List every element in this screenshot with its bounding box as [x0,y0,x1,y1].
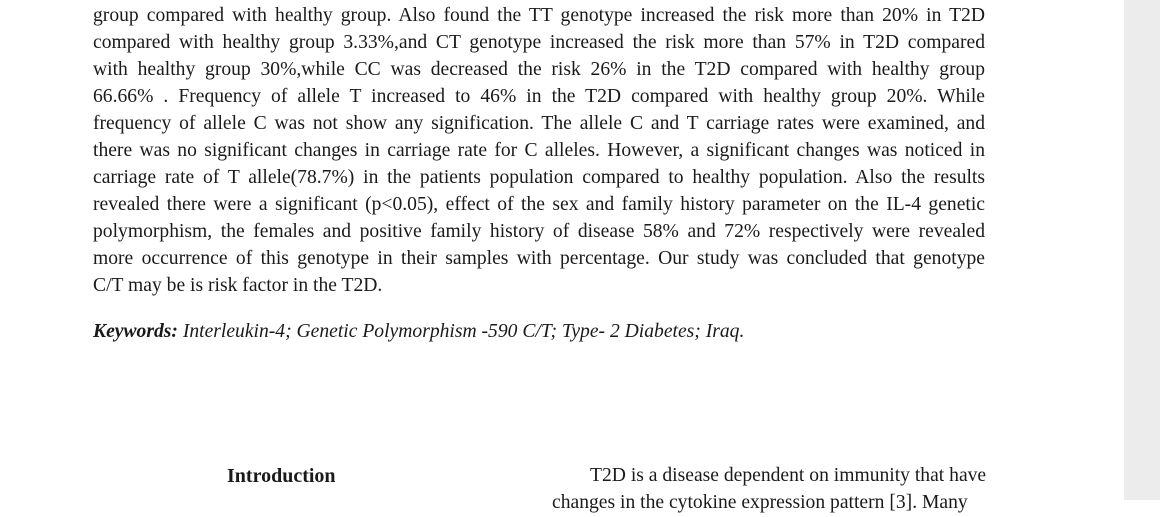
keywords-label: Keywords: [93,321,178,342]
abstract-line: there was no significant changes in carriage rate for C alleles. However, a significant changes was noticed in [93,140,985,161]
introduction-second-line: changes in the cytokine expression pattern [3]. Many [552,492,968,513]
viewer-side-gutter [1124,0,1160,500]
abstract-line: 66.66% . Frequency of allele T increased to 46% in the T2D compared with healthy group 20%. While [93,86,985,107]
introduction-first-line: T2D is a disease dependent on immunity that have [590,465,987,486]
abstract-line: with healthy group 30%,while CC was decreased the risk 26% in the T2D compared with healthy group [93,59,985,80]
introduction-heading: Introduction [227,465,336,487]
abstract-line: compared with healthy group 3.33%,and CT genotype increased the risk more than 57% in T2D compared [93,32,985,53]
abstract-line: carriage rate of T allele(78.7%) in the patients population compared to healthy population. Also the results [93,167,985,188]
abstract-line: frequency of allele C was not show any signification. The allele C and T carriage rates were examined, and [93,113,985,134]
keywords [93,318,744,345]
abstract-line: more occurrence of this genotype in their samples with percentage. Our study was concluded that genotype [93,248,985,269]
abstract-paragraph [93,2,985,299]
abstract-line: C/T may be is risk factor in the T2D. [93,275,383,296]
abstract-line: revealed there were a significant (p<0.05), effect of the sex and family history parameter on the IL-4 genetic [93,194,985,215]
abstract-line: polymorphism, the females and positive family history of disease 58% and 72% respectively were revealed [93,221,985,242]
keywords-text: Interleukin-4; Genetic Polymorphism -590 C/T; Type- 2 Diabetes; Iraq. [182,321,745,342]
abstract-line: group compared with healthy group. Also found the TT genotype increased the risk more than 20% in T2D [93,5,985,26]
